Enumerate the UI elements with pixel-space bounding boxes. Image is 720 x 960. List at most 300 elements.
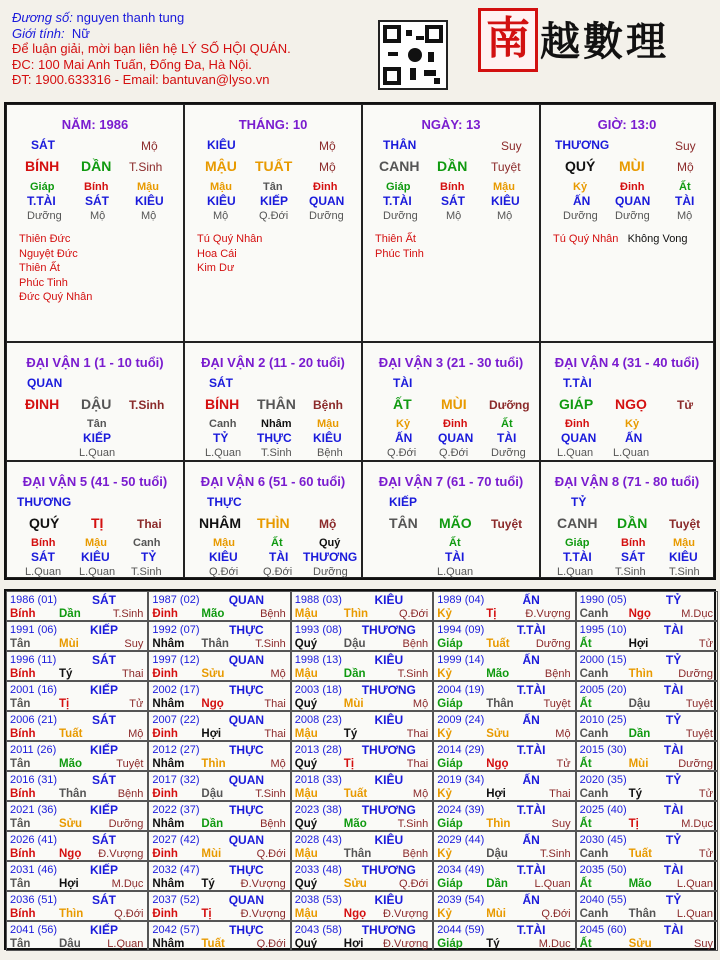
year-can: Ất [579, 938, 592, 950]
year-can: Đinh [152, 848, 178, 860]
year-cell [433, 651, 575, 681]
chart-grid [4, 102, 716, 580]
year-can: Canh [579, 668, 609, 680]
year-stage: Tử [698, 848, 713, 860]
year-can: Kỷ [437, 848, 452, 860]
year-god: ẤN [522, 593, 540, 607]
star-item: Không Vong [627, 233, 688, 245]
hidden-stem: Mậu [85, 537, 107, 549]
year-god: TỶ [665, 593, 682, 607]
year-label: 2016 (31) [10, 774, 58, 786]
year-stage: M.Dục [681, 818, 713, 830]
year-stage: T.Sinh [397, 668, 429, 680]
hidden-god: ẤN [395, 431, 413, 445]
year-god: TỶ [665, 653, 682, 667]
hidden-stem: Canh [133, 537, 161, 549]
hidden-stem: Kỷ [573, 181, 588, 193]
year-label: 2035 (50) [579, 864, 627, 876]
year-chi: Ngọ [201, 698, 224, 710]
hidden-god: QUAN [438, 431, 474, 445]
year-label: 1992 (07) [152, 624, 200, 636]
dai-van-can: ẤT [393, 396, 412, 412]
hidden-god: QUAN [615, 194, 651, 208]
year-god: THƯƠNG [361, 623, 416, 637]
year-god: KIẾP [89, 803, 118, 817]
pillar-stage: Tuyệt [491, 160, 521, 174]
year-stage: T.Sinh [540, 848, 571, 860]
hidden-state: Mộ [213, 210, 229, 222]
year-god: QUAN [228, 773, 265, 787]
pillar-can: CANH [379, 158, 420, 174]
hidden-stem: Tân [263, 181, 283, 193]
dai-van-god: T.TÀI [563, 376, 592, 390]
year-can: Nhâm [152, 938, 185, 950]
year-stage: Thai [549, 788, 571, 800]
year-chi: Dần [628, 728, 651, 740]
year-chi: Dậu [201, 788, 224, 800]
year-stage: Mộ [555, 728, 571, 740]
year-cell [433, 831, 575, 861]
year-chi: Tuất [59, 728, 83, 740]
year-god: THƯƠNG [361, 743, 416, 757]
year-chi: Dần [343, 668, 366, 680]
hidden-stem: Ất [501, 418, 513, 430]
year-label: 1986 (01) [10, 594, 58, 606]
stars-list [19, 232, 92, 305]
year-can: Quý [294, 818, 318, 830]
dai-van-1 [6, 342, 184, 461]
hidden-stem: Bính [440, 181, 465, 193]
year-cell [576, 711, 718, 741]
year-can: Đinh [152, 788, 178, 800]
year-can: Đinh [152, 608, 178, 620]
year-god: KIÊU [374, 593, 404, 607]
year-can: Đinh [152, 908, 178, 920]
year-can: Tân [10, 638, 31, 650]
year-can: Bính [10, 788, 36, 800]
year-cell [576, 681, 718, 711]
year-stage: Suy [551, 818, 571, 830]
year-chi: Tuất [486, 638, 510, 650]
dai-van-stage: Tuyệt [491, 517, 523, 531]
year-god: THƯƠNG [361, 923, 416, 937]
year-cell [291, 741, 433, 771]
year-label: 1987 (02) [152, 594, 200, 606]
year-chi: Tý [486, 938, 500, 950]
year-label: 2043 (58) [294, 924, 342, 936]
year-god: THƯƠNG [361, 683, 416, 697]
year-chi: Sửu [201, 668, 225, 680]
year-chi: Thân [343, 848, 372, 860]
hidden-stem: Ất [679, 181, 691, 193]
dai-van-chi: MÃO [439, 515, 472, 531]
year-god: ẤN [522, 713, 540, 727]
year-label: 2034 (49) [437, 864, 485, 876]
year-god: TÀI [663, 863, 684, 877]
year-stage: Tử [698, 788, 713, 800]
year-stage: L.Quan [676, 908, 713, 920]
year-stage: M.Dục [681, 608, 713, 620]
year-god: KIẾP [89, 623, 118, 637]
hidden-state: L.Quan [205, 447, 242, 459]
year-can: Quý [294, 698, 318, 710]
year-god: SÁT [92, 653, 116, 667]
year-label: 2014 (29) [437, 744, 485, 756]
pillar-god-state: Suy [675, 139, 696, 153]
year-stage: Tuyệt [685, 728, 713, 740]
year-label: 2039 (54) [437, 894, 485, 906]
year-label: 1996 (11) [10, 654, 57, 666]
year-god: KIÊU [374, 653, 404, 667]
year-stage: Tử [129, 698, 144, 710]
dai-van-can: ĐINH [25, 396, 60, 412]
hidden-state: Mộ [446, 210, 462, 222]
year-can: Nhâm [152, 818, 185, 830]
annual-luck-table [4, 589, 716, 950]
year-god: THỰC [229, 803, 264, 817]
pillar-god-state: Suy [501, 139, 522, 153]
pillar-day [362, 104, 540, 342]
year-god: TÀI [663, 683, 684, 697]
year-can: Tân [10, 938, 31, 950]
year-stage: M.Dục [538, 938, 571, 950]
year-chi: Ngọ [59, 848, 82, 860]
dai-van-can: QUÝ [29, 515, 60, 531]
year-god: T.TÀI [516, 743, 546, 757]
pillar-chi: DẦN [81, 158, 112, 174]
year-label: 2020 (35) [579, 774, 627, 786]
year-chi: Sửu [59, 818, 83, 830]
year-cell [291, 831, 433, 861]
year-label: 2036 (51) [10, 894, 58, 906]
hidden-state: Dưỡng [383, 210, 418, 222]
dai-van-title: ĐẠI VẬN 2 (11 - 20 tuổi) [201, 355, 345, 370]
hidden-stem: Kỷ [625, 418, 640, 430]
hidden-state: Dưỡng [615, 210, 650, 222]
year-chi: Hợi [486, 788, 506, 800]
year-can: Kỷ [437, 908, 452, 920]
year-label: 2004 (19) [437, 684, 485, 696]
year-cell [148, 591, 290, 621]
star-item: Hoa Cái [197, 247, 237, 260]
dai-van-chi: DẬU [81, 396, 112, 412]
year-cell [433, 711, 575, 741]
dai-van-god: THỰC [207, 495, 242, 509]
pillar-chi: DẦN [437, 158, 468, 174]
year-stage: Q.Đới [398, 608, 429, 620]
hidden-state: Q.Đới [209, 566, 239, 578]
year-can: Canh [579, 908, 609, 920]
dai-van-stage: T.Sinh [129, 398, 165, 412]
year-chi: Mão [343, 818, 367, 830]
year-cell [291, 591, 433, 621]
year-label: 2015 (30) [579, 744, 627, 756]
year-stage: Tử [698, 638, 713, 650]
year-chi: Thìn [59, 908, 84, 920]
dai-van-title: ĐẠI VẬN 3 (21 - 30 tuổi) [378, 355, 524, 370]
year-stage: Tử [556, 758, 571, 770]
year-cell [6, 891, 148, 921]
year-chi: Tị [201, 908, 212, 920]
year-can: Mậu [294, 668, 318, 680]
year-cell [6, 831, 148, 861]
year-god: SÁT [92, 713, 116, 727]
year-can: Tân [10, 818, 31, 830]
year-cell [148, 801, 290, 831]
pillar-can: MẬU [205, 158, 237, 174]
year-stage: Dưỡng [678, 668, 713, 680]
year-cell [576, 771, 718, 801]
stars-list [375, 232, 424, 261]
year-god: T.TÀI [516, 803, 546, 817]
year-label: 2031 (46) [10, 864, 58, 876]
year-stage: Q.Đới [541, 908, 571, 920]
year-chi: Mùi [486, 908, 506, 920]
hidden-stem: Mậu [493, 181, 515, 193]
year-label: 2027 (42) [152, 834, 200, 846]
year-chi: Thân [486, 698, 514, 710]
year-chi: Thân [628, 908, 657, 920]
hidden-god: KIÊU [81, 550, 110, 564]
year-god: KIÊU [374, 773, 404, 787]
year-stage: Q.Đới [256, 848, 286, 860]
year-cell [576, 831, 718, 861]
hidden-state: L.Quan [437, 566, 474, 578]
year-can: Mậu [294, 728, 318, 740]
year-cell [148, 651, 290, 681]
hidden-state: Mộ [677, 210, 693, 222]
year-label: 2026 (41) [10, 834, 58, 846]
year-can: Nhâm [152, 698, 185, 710]
hidden-stem: Đinh [313, 181, 338, 193]
year-chi: Dậu [59, 938, 81, 950]
year-chi: Mão [201, 608, 225, 620]
year-cell [576, 741, 718, 771]
pillar-stage: T.Sinh [129, 160, 163, 174]
year-label: 2024 (39) [437, 804, 485, 816]
hidden-state: L.Quan [25, 566, 62, 578]
year-cell [6, 861, 148, 891]
year-stage: T.Sinh [397, 818, 429, 830]
year-stage: Đ.Vượng [383, 938, 429, 950]
year-god: SÁT [92, 833, 116, 847]
year-cell [433, 591, 575, 621]
year-cell [433, 741, 575, 771]
year-god: KIẾP [89, 683, 118, 697]
year-can: Mậu [294, 788, 318, 800]
hidden-god: KIÊU [135, 194, 164, 208]
year-label: 2021 (36) [10, 804, 58, 816]
hidden-stem: Giáp [386, 181, 411, 193]
hidden-state: T.Sinh [131, 566, 162, 578]
year-chi: Hợi [343, 938, 364, 950]
year-chi: Hợi [201, 728, 222, 740]
year-label: 2033 (48) [294, 864, 342, 876]
dai-van-stage: Mộ [319, 517, 337, 531]
year-can: Bính [10, 668, 36, 680]
pillar-title: THÁNG: 10 [238, 117, 308, 132]
star-item: Thiên Đức [19, 233, 71, 245]
year-cell [576, 861, 718, 891]
dai-van-can: TÂN [389, 515, 418, 531]
year-god: TÀI [663, 623, 684, 637]
star-item: Nguyệt Đức [19, 247, 78, 260]
hidden-stem: Mậu [210, 181, 232, 193]
year-stage: Thai [264, 698, 286, 710]
year-god: KIÊU [374, 833, 404, 847]
year-god: THỰC [229, 683, 264, 697]
year-cell [433, 801, 575, 831]
hidden-stem: Mậu [137, 181, 159, 193]
dai-van-god: KIẾP [389, 495, 418, 509]
year-chi: Thìn [628, 668, 653, 680]
year-cell [148, 831, 290, 861]
year-god: T.TÀI [516, 863, 546, 877]
hidden-stem: Mậu [213, 537, 235, 549]
year-god: KIÊU [374, 713, 404, 727]
year-stage: Đ.Vượng [383, 908, 429, 920]
year-god: TÀI [663, 743, 684, 757]
star-item: Tú Quý Nhân [197, 233, 263, 245]
year-chi: Tý [343, 728, 358, 740]
hidden-god: QUAN [561, 431, 597, 445]
year-chi: Dậu [343, 638, 366, 650]
hidden-god: QUAN [309, 194, 345, 208]
year-can: Giáp [437, 818, 463, 830]
year-cell [291, 681, 433, 711]
hidden-state: T.Sinh [669, 566, 700, 578]
year-chi: Thìn [486, 818, 511, 830]
dai-van-chi: THÂN [257, 396, 296, 412]
year-can: Tân [10, 698, 31, 710]
year-label: 2018 (33) [294, 774, 342, 786]
year-label: 2011 (26) [10, 744, 57, 756]
hidden-god: TÀI [675, 194, 695, 208]
year-god: SÁT [92, 773, 116, 787]
pillar-can: BÍNH [25, 158, 60, 174]
dai-van-2 [184, 342, 362, 461]
pillar-god: THƯƠNG [555, 138, 610, 152]
year-chi: Dần [486, 878, 508, 890]
year-label: 2010 (25) [579, 714, 627, 726]
year-stage: Bệnh [402, 848, 429, 860]
year-god: SÁT [92, 593, 116, 607]
year-god: QUAN [228, 593, 265, 607]
year-stage: Đ.Vượng [240, 908, 286, 920]
year-god: ẤN [522, 653, 540, 667]
year-can: Kỷ [437, 788, 452, 800]
year-god: QUAN [228, 893, 265, 907]
year-chi: Thìn [343, 608, 369, 620]
year-chi: Tuất [201, 938, 225, 950]
year-chi: Mão [486, 668, 510, 680]
hidden-stem: Nhâm [261, 418, 292, 430]
year-god: SÁT [92, 893, 116, 907]
duong-so-value: nguyen thanh tung [76, 10, 185, 25]
year-label: 1990 (05) [579, 594, 627, 606]
year-can: Ất [579, 698, 592, 710]
star-item: Đức Quý Nhân [19, 291, 93, 304]
hidden-stem: Giáp [30, 181, 55, 193]
year-can: Quý [294, 758, 318, 770]
year-can: Canh [579, 788, 609, 800]
pillar-year [6, 104, 184, 342]
year-stage: Mộ [128, 728, 144, 740]
year-stage: Tuyệt [116, 758, 144, 770]
phone-email-line: ĐT: 1900.633316 - Email: bantuvan@lyso.vn [12, 72, 270, 87]
dai-van-can: GIÁP [559, 396, 594, 412]
year-label: 2030 (45) [579, 834, 627, 846]
year-god: THƯƠNG [361, 803, 416, 817]
year-label: 1989 (04) [437, 594, 485, 606]
hidden-stem: Canh [209, 418, 237, 430]
pillar-god-state: Mộ [141, 139, 158, 153]
hidden-god: KIẾP [260, 194, 289, 208]
dai-van-can: NHÂM [199, 515, 241, 531]
year-god: QUAN [228, 713, 265, 727]
year-cell [291, 801, 433, 831]
header-info [12, 10, 291, 88]
dai-van-stage: Tử [677, 398, 694, 412]
year-cell [6, 771, 148, 801]
year-god: TỶ [665, 893, 682, 907]
year-label: 1988 (03) [294, 594, 342, 606]
year-chi: Tị [343, 758, 355, 770]
year-label: 2013 (28) [294, 744, 342, 756]
year-can: Kỷ [437, 608, 452, 620]
year-cell [148, 741, 290, 771]
year-stage: M.Dục [111, 878, 144, 890]
year-cell [433, 891, 575, 921]
year-cell [291, 771, 433, 801]
year-label: 2038 (53) [294, 894, 342, 906]
year-cell [148, 621, 290, 651]
pillar-god: THÂN [383, 138, 417, 152]
duong-so-label: Đương số: [12, 10, 73, 25]
star-item: Phúc Tinh [19, 276, 68, 289]
year-chi: Ngọ [628, 608, 651, 620]
dai-van-title: ĐẠI VẬN 4 (31 - 40 tuổi) [554, 355, 700, 370]
dai-van-god: QUAN [27, 376, 63, 390]
year-chi: Sửu [486, 728, 510, 740]
year-stage: L.Quan [107, 938, 144, 950]
hidden-god: TÀI [269, 550, 289, 564]
hidden-state: Q.Đới [263, 566, 293, 578]
year-stage: Tuyệt [543, 698, 571, 710]
hidden-god: KIẾP [83, 431, 112, 445]
dai-van-chi: THÌN [257, 515, 290, 531]
hidden-state: L.Quan [557, 566, 594, 578]
hidden-god: SÁT [621, 550, 645, 564]
year-cell [433, 921, 575, 951]
year-label: 2040 (55) [579, 894, 627, 906]
hidden-state: Mộ [141, 210, 157, 222]
year-label: 2029 (44) [437, 834, 485, 846]
qr-code-icon[interactable] [378, 20, 448, 90]
dai-van-stage: Thai [137, 517, 162, 531]
year-cell [433, 681, 575, 711]
year-chi: Hợi [59, 878, 79, 890]
hidden-god: THƯƠNG [303, 550, 358, 564]
year-cell [576, 801, 718, 831]
year-label: 1999 (14) [437, 654, 485, 666]
year-stage: Dưỡng [678, 758, 713, 770]
year-chi: Dần [59, 608, 81, 620]
hidden-stem: Tân [87, 418, 107, 430]
dai-van-god: TỶ [571, 495, 587, 509]
year-chi: Mão [59, 758, 82, 770]
pillar-chi: MÙI [619, 158, 645, 174]
